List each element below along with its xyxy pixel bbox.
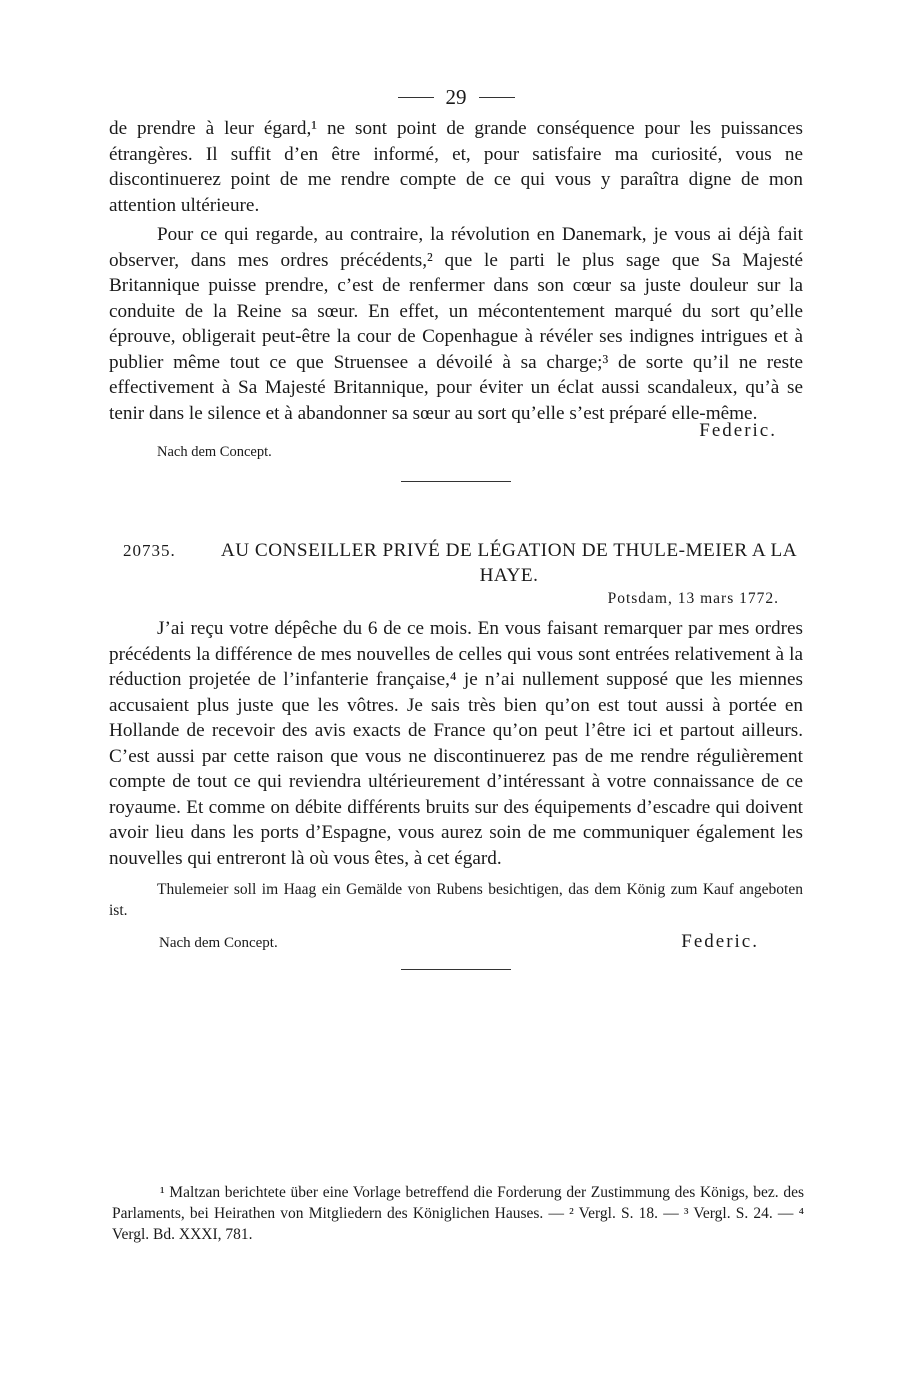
paragraph-continuation-2: Pour ce qui regarde, au contraire, la révolution en Danemark, je vous ai déjà fait observer, dans mes ordres précédents,² que le parti le plus sage que Sa Majesté Britannique puisse prendre, c’est de renfermer dans son cœur sa juste douleur sur la conduite de la Reine sa sœur. En effet, un mécontentement marqué du sort qu’elle éprouve, obligerait peut-être la cour de Copenhague à révéler ses indignes intrigues et à publier même tout ce que Struensee a dévoilé à sa charge;³ de sorte qu’il ne reste effectivement à Sa Majesté Britannique, pour éviter un éclat aussi scandaleux, qu’à se tenir dans le silence et à abandonner sa sœur au sort qu’elle s’est préparé elle-même. <box>109 224 803 424</box>
footnote-text: ¹ Maltzan berichtete über eine Vorlage betreffend die Forderung der Zustimmung des Königs, bez. des Parlaments, bei Heirathen von Mitgliedern des Königlichen Hauses. — ² Vergl. S. 18. — ³ Vergl. S. 24. — ⁴ Vergl. Bd. XXXI, 781. <box>112 1184 804 1243</box>
paragraph-continuation-1: de prendre à leur égard,¹ ne sont point de grande conséquence pour les puissances étrangères. Il suffit d’en être informé, et, pour satisfaire ma curiosité, vous ne discontinuerez point de me rendre compte de ce qui vous y paraîtra digne de mon attention ultérieure. <box>109 118 803 216</box>
source-note-1: Nach dem Concept. <box>157 444 272 460</box>
letter-number: 20735. <box>123 541 176 560</box>
header-dash-left <box>398 97 434 98</box>
page-number: 29 <box>445 85 467 109</box>
editorial-remark: Thulemeier soll im Haag ein Gemälde von Rubens besichtigen, das dem König zum Kauf angeboten ist. <box>109 881 803 919</box>
letter-heading <box>109 538 803 588</box>
page-content <box>109 82 803 970</box>
letter-dateline: Potsdam, 13 mars 1772. <box>607 590 779 607</box>
section-divider-1 <box>401 481 511 482</box>
letter-body: J’ai reçu votre dépêche du 6 de ce mois. En vous faisant remarquer par mes ordres précédents la différence de mes nouvelles de celles qui vous sont entrées relativement à la réduction projetée de l’infanterie française,⁴ je n’ai nullement supposé que les miennes accusaient plus juste que les vôtres. Je sais très bien qu’on est tout aussi à portée en Hollande de recevoir des avis exacts de France qu’on peut l’être ici et partout ailleurs. C’est aussi par cette raison que vous ne discontinuerez pas de me rendre régulièrement compte de tout ce qui reviendra ultérieurement d’intéressant à votre connaissance de ce royaume. Et comme on débite différents bruits sur des équipements d’escadre qui doivent avoir lieu dans les ports d’Espagne, vous aurez soin de me communiquer également les nouvelles qui entreront là où vous êtes, à cet égard. <box>109 618 803 869</box>
source-note-2: Nach dem Concept. <box>159 935 278 951</box>
page-header <box>109 82 803 112</box>
header-dash-right <box>479 97 515 98</box>
signature-text: Federic. <box>699 420 777 441</box>
letter-closing-row <box>109 931 803 953</box>
signature-2: Federic. <box>681 931 759 952</box>
letter-title: AU CONSEILLER PRIVÉ DE LÉGATION DE THULE-MEIER A LA HAYE. <box>220 540 798 586</box>
section-divider-2 <box>401 969 511 970</box>
footnotes <box>112 1182 804 1245</box>
